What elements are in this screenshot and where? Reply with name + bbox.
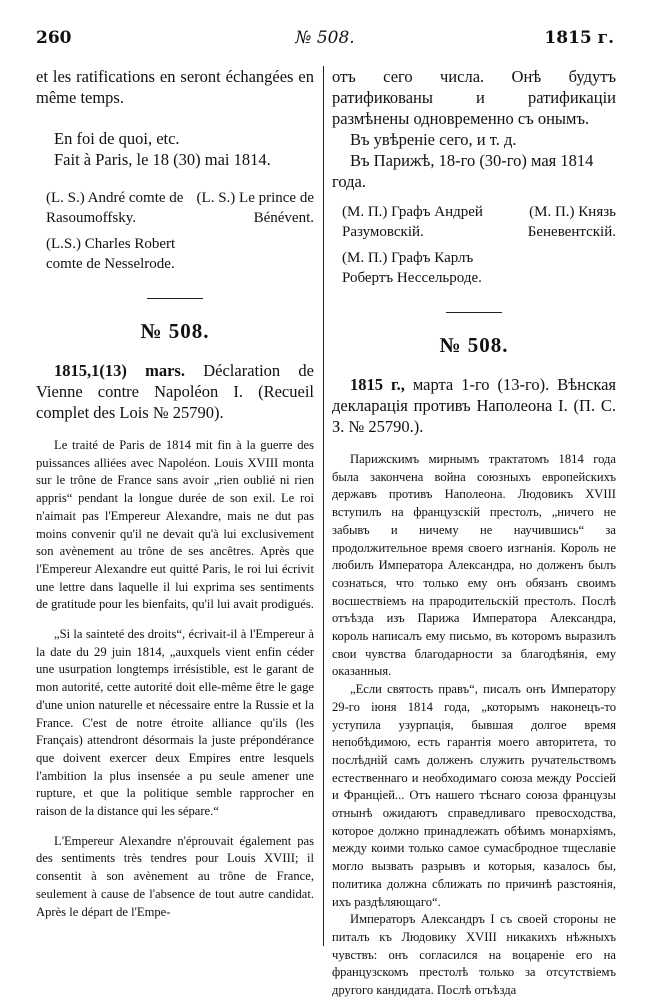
french-column	[36, 66, 314, 944]
header-year: 1815 г.	[544, 28, 614, 48]
russian-title	[332, 374, 616, 437]
french-foi: En foi de quoi, etc.	[54, 129, 180, 148]
french-doc-number: № 508.	[140, 319, 210, 343]
russian-signatures-row	[332, 202, 616, 242]
french-title-date: 1815,1(13) mars.	[54, 361, 185, 380]
french-signatures-row	[36, 188, 314, 228]
french-signature-rasoumoffsky: (L. S.) André comte de Rasoumoffsky.	[46, 190, 184, 226]
french-paragraph-3: L'Empereur Alexandre n'éprouvait également pas des sentiments très tendres pour Louis XVIII; il consentit à son avènement au trône de France, seulement à cause de l'absence de tout autre candidat. Après le départ de l'Empe-	[36, 833, 314, 919]
russian-doc-number: № 508.	[439, 333, 509, 357]
column-divider	[323, 66, 324, 946]
russian-signature-benevent: (М. П.) Князь Беневентскій.	[527, 204, 616, 240]
russian-signature-razumovsky: (М. П.) Графъ Андрей Разумовскій.	[342, 204, 483, 240]
russian-paragraph-3: Императоръ Александръ I съ своей стороны не питалъ къ Людовику XVIII никакихъ нѣжныхъ чувствъ: онъ согласился на воцареніе его на французскомъ престолѣ только за отсутствіемъ другого кандидата. Послѣ отъѣзда	[332, 912, 616, 998]
french-title	[36, 360, 314, 423]
french-continuation: et les ratifications en seront échangées en même temps.	[36, 67, 314, 107]
russian-signature-nesselrode: (М. П.) Графъ Карлъ Робертъ Нессельроде.	[342, 250, 482, 286]
french-paragraph-2: „Si la sainteté des droits“, écrivait-il à l'Empereur à la date du 29 juin 1814, „auxquels vient enfin céder une usurpation longtemps irrésistible, est le garant de mon autorité, cette autorité doit elle-même être le gage d'une union naturelle et nécessaire entre la Russie et la France. C'est de notre étroite alliance qu'ils (les Français) attendront désormais la juste prépondérance que doivent exercer deux Empires entre lesquels l'ambition la plus insensée a pu seule amener une rupture, et que la politique semble rapprocher en raison de la distance qui les sépare.“	[36, 627, 314, 819]
french-fait: Fait à Paris, le 18 (30) mai 1814.	[54, 150, 271, 169]
russian-title-date: 1815 г.,	[350, 375, 405, 394]
russian-fait: Въ Парижѣ, 18-го (30-го) мая 1814 года.	[332, 151, 594, 191]
french-paragraph-1: Le traité de Paris de 1814 mit fin à la guerre des puissances alliées avec Napoléon. Louis XVIII monta sur le trône de France sans avoir „rien oublié ni rien appris“ pendant la longue durée de son exil. Le roi n'aimait pas l'Empereur Alexandre, mais ne dut pas moins convenir qu'il ne devait qu'à lui exclusivement son avènement au trône de ses ancêtres. Après que l'Empereur Alexandre eut quitté Paris, le roi lui écrivit une lettre dans laquelle il lui exprima ses sentiments de gratitude pour les bienfaits, qu'il lui avait prodigués.	[36, 438, 314, 612]
russian-column	[332, 66, 616, 998]
header-doc-number: № 508.	[295, 28, 355, 48]
russian-paragraph-1: Парижскимъ мирнымъ трактатомъ 1814 года была закончена война союзныхъ европейскихъ державъ противъ Наполеона. Людовикъ XVIII вступилъ на французскій престолъ, „ничего не забывъ и ничему не научившись“ за продолжительное время своего изгнанія. Король не любилъ Императора Александра, но долженъ былъ сознаться, что только ему онъ обязанъ своимъ восшествіемъ на прародительскій престолъ. Послѣ отъѣзда изъ Парижа Императора Александра, король написалъ ему письмо, въ которомъ выразилъ свои чувства благодарности за благодѣянія, ему оказанныя.	[332, 452, 616, 679]
french-signature-nesselrode: (L.S.) Charles Robert comte de Nesselrode.	[46, 236, 176, 272]
russian-continuation: отъ сего числа. Онѣ будутъ ратификованы и ратификаціи размѣнены одновременно съ онымъ.	[332, 67, 616, 128]
french-title-text: Déclaration de Vienne contre Napoléon I. (Recueil complet des Lois № 25790).	[36, 361, 315, 422]
page-header	[36, 28, 614, 52]
russian-title-text: марта 1-го (13-го). Вѣнская декларація противъ Наполеона I. (П. С. З. № 25790.).	[332, 375, 616, 436]
french-signature-benevent: (L. S.) Le prince de Bénévent.	[196, 190, 314, 226]
russian-foi: Въ увѣреніе сего, и т. д.	[350, 130, 517, 149]
russian-paragraph-2: „Если святость правъ“, писалъ онъ Императору 29-го іюня 1814 года, „которымъ наконецъ-то уступила узурпація, бывшая долгое время непобѣдимою, есть гарантія моего авторитета, то послѣдній самъ долженъ служить ручательствомъ естественнаго и необходимаго союза между Россіей и Франціей... Отъ нашего тѣснаго союза французы отнынѣ ожидаютъ справедливаго превосходства, которое должно принадлежать обѣимъ монархіямъ, между коими только самое сумасбродное тщеславіе могло вызвать разрывъ и которыя, казалось бы, политика должна сближать по причинѣ разстоянія, ихъ раздѣляющаго“.	[332, 682, 616, 909]
page-number: 260	[36, 28, 72, 48]
